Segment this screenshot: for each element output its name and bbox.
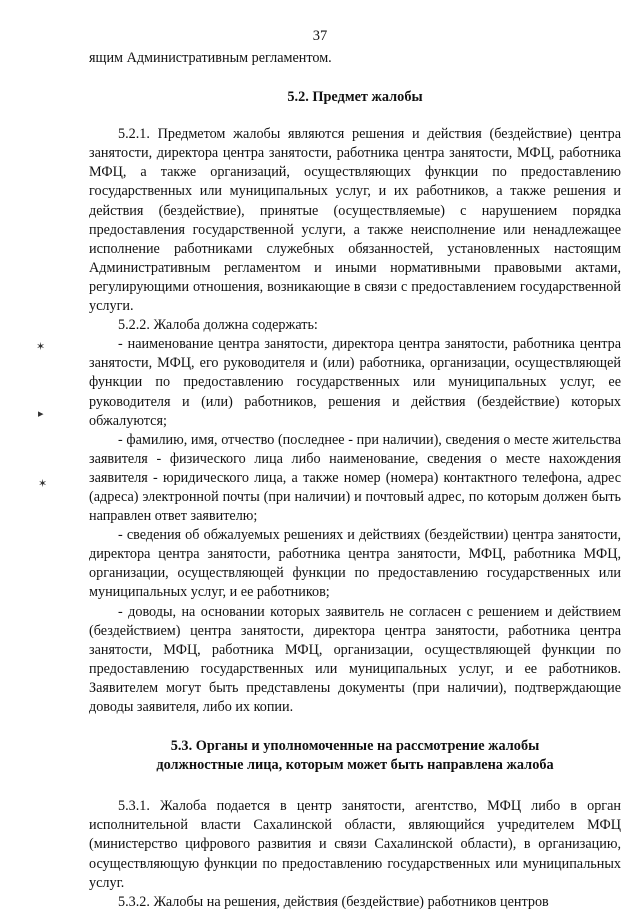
paragraph-5-3-2: 5.3.2. Жалобы на решения, действия (бездействие) работников центров (118, 893, 549, 910)
section-heading-5-3-line-2: должностные лица, которым может быть направлена жалоба (156, 757, 554, 774)
paragraph-5-2-2: 5.2.2. Жалоба должна содержать: (118, 317, 318, 334)
list-item-applicant: - фамилию, имя, отчество (последнее - при наличии), сведения о месте жительства заявителя - физического лица либо наименование, сведения о месте нахождения заявителя - юридического лица, а также номер (номера) контактного телефона, адрес (адреса) электронной почты (при наличии) и почтовый адрес, по которым должен быть направлен ответ заявителю; (89, 431, 621, 525)
document-body (89, 49, 621, 912)
margin-mark: ✶ (38, 477, 48, 490)
section-heading-5-3 (89, 737, 621, 775)
list-item-arguments: - доводы, на основании которых заявитель не согласен с решением и действием (бездействием) центра занятости, директора центра занятости, работника центра занятости, МФЦ, работника МФЦ, организации, осуществляющей функции по предоставлению государственных или муниципальных услуг, и ее работников. Заявителем могут быть представлены документы (при наличии), подтверждающие доводы заявителя, либо их копии. (89, 603, 621, 715)
list-item-decisions: - сведения об обжалуемых решениях и действиях (бездействии) центра занятости, директора центра занятости, работника центра занятости, МФЦ, работника МФЦ, организации, осуществляющей функции по предоставлению государственных или муниципальных услуг, и ее работников; (89, 527, 621, 601)
continued-paragraph: ящим Административным регламентом. (89, 50, 332, 66)
margin-mark: ✶ (36, 340, 46, 353)
paragraph-5-2-1: 5.2.1. Предметом жалобы являются решения и действия (бездействие) центра занятости, директора центра занятости, работника центра занятости, МФЦ, работника МФЦ, а также организаций, осуществляющих функции по предоставлению государственных или муниципальных услуг, и их работников, а также решения и действия (бездействие), принятые (осуществляемые) с нарушением порядка предоставления государственной услуги, а также неисполнение или ненадлежащее исполнение работниками служебных обязанностей, установленных настоящим Административным регламентом и иными нормативными правовыми актами, регулирующими отношения, возникающие в связи с предоставлением государственной услуги. (89, 126, 621, 315)
paragraph-5-3-1: 5.3.1. Жалоба подается в центр занятости, агентство, МФЦ либо в орган исполнительной власти Сахалинской области, являющийся учредителем МФЦ (министерство цифрового развития и связи Сахалинской области), в организацию, осуществляющую функции по предоставлению государственных или муниципальных услуг. (89, 798, 621, 891)
section-heading-5-2: 5.2. Предмет жалобы (287, 89, 423, 106)
page-number: 37 (312, 28, 328, 44)
margin-mark: ▸ (38, 407, 44, 420)
section-heading-5-3-line-1: 5.3. Органы и уполномоченные на рассмотрение жалобы (170, 738, 540, 755)
list-item-name: - наименование центра занятости, директора центра занятости, работника центра занятости, МФЦ, его руководителя и (или) работника, организации, осуществляющей функции по предоставлению государственных или муниципальных услуг, ее руководителя и (или) работников, решения и действия (бездействие) которых обжалуются; (89, 336, 621, 429)
